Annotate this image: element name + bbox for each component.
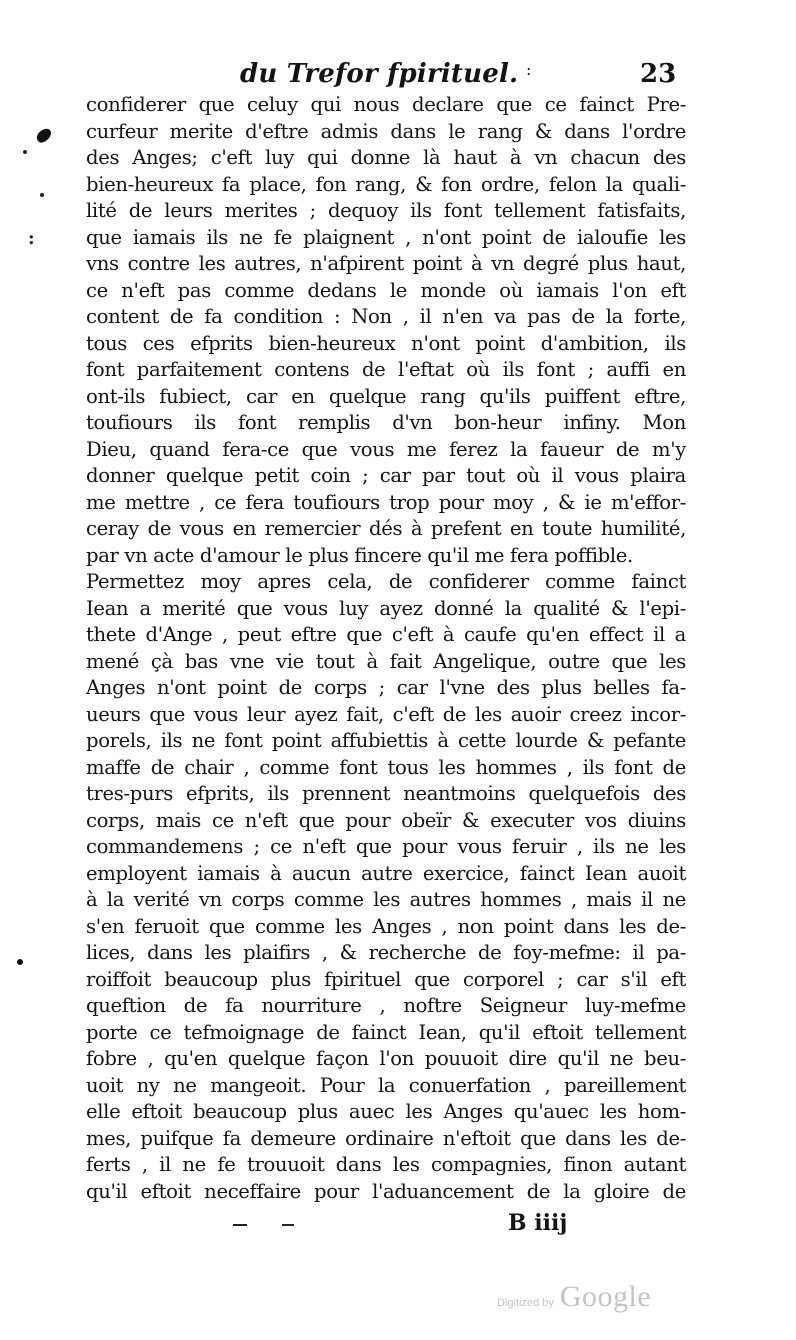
text-line: tous ces efprits bien-heureux n'ont point d'ambition, ils: [86, 331, 686, 355]
margin-colon-mark: :: [28, 228, 35, 249]
text-line: Permettez moy apres cela, de confiderer comme fainct: [86, 570, 686, 593]
text-line: à la verité vn corps comme les autres hommes , mais il ne: [86, 888, 686, 911]
stray-dash-mark: [282, 1224, 294, 1226]
digitized-by-text: Digitized by: [497, 1297, 554, 1309]
text-line: bien-heureux fa place, fon rang, & fon ordre, felon la quali-: [86, 172, 686, 196]
signature-mark: B iiij: [508, 1210, 568, 1236]
header-mark: :: [526, 60, 532, 79]
text-line: curfeur merite d'eftre admis dans le rang & dans l'ordre: [86, 119, 686, 143]
text-line: porels, ils ne font point affubiettis à cette lourde & pefante: [86, 729, 686, 752]
text-line: par vn acte d'amour le plus fincere qu'il me fera poffible.: [86, 543, 633, 567]
text-line: donner quelque petit coin ; car par tout où il vous plaira: [86, 464, 686, 487]
page-number: 23: [640, 59, 677, 89]
margin-dot-mark: [23, 150, 27, 154]
text-line: ferts , il ne fe trouuoit dans les compagnies, finon autant: [86, 1153, 686, 1176]
text-line: mené çà bas vne vie tout à fait Angelique, outre que les: [86, 649, 686, 673]
text-line: qu'il eftoit neceffaire pour l'aduancement de la gloire de: [86, 1179, 686, 1203]
text-line: ueurs que vous leur ayez fait, c'eft de les auoir creez incor-: [86, 702, 686, 726]
text-line: ont-ils fubiect, car en quelque rang qu'ils puiffent eftre,: [86, 384, 686, 408]
text-line: employent iamais à aucun autre exercice, fainct Iean auoit: [86, 861, 686, 885]
text-line: Anges n'ont point de corps ; car l'vne des plus belles fa-: [86, 676, 686, 699]
text-line: commandemens ; ce n'eft que pour vous feruir , ils ne les: [86, 835, 686, 858]
margin-bullet-mark: [17, 959, 23, 965]
text-line: roiffoit beaucoup plus fpirituel que corporel ; car s'il eft: [86, 967, 686, 991]
text-line: tres-purs efprits, ils prennent neantmoins quelquefois des: [86, 782, 686, 805]
text-line: uoit ny ne mangeoit. Pour la conuerfation , pareillement: [86, 1073, 686, 1097]
text-line: lité de leurs merites ; dequoy ils font tellement fatisfaits,: [86, 199, 686, 222]
text-line: lices, dans les plaifirs , & recherche de foy-mefme: il pa-: [86, 941, 686, 964]
stray-dash-mark: [233, 1224, 247, 1226]
google-logo: Google: [559, 1280, 652, 1313]
text-line: fobre , qu'en quelque façon l'on pouuoit dire qu'il ne beu-: [86, 1047, 686, 1070]
text-line: porte ce tefmoignage de fainct Iean, qu'il eftoit tellement: [86, 1020, 686, 1044]
text-line: Iean a merité que vous luy ayez donné la qualité & l'epi-: [86, 596, 686, 620]
text-line: corps, mais ce n'eft que pour obeïr & executer vos diuins: [86, 808, 686, 832]
text-line: thete d'Ange , peut eftre que c'eft à caufe qu'en effect il a: [86, 623, 686, 646]
text-line: confiderer que celuy qui nous declare que ce fainct Pre-: [86, 93, 686, 116]
text-line: me mettre , ce fera toufiours trop pour moy , & ie m'effor-: [86, 490, 686, 514]
text-line: queftion de fa nourriture , noftre Seigneur luy-mefme: [86, 994, 686, 1017]
text-line: maffe de chair , comme font tous les hommes , ils font de: [86, 755, 686, 779]
text-line: vns contre les autres, n'afpirent point à vn degré plus haut,: [86, 252, 686, 275]
ink-blot-mark: [34, 126, 53, 144]
text-line: font parfaitement contens de l'eftat où ils font ; auffi en: [86, 358, 686, 381]
text-line: content de fa condition : Non , il n'en va pas de la forte,: [86, 305, 686, 328]
text-line: ce n'eft pas comme dedans le monde où iamais l'on eft: [86, 278, 686, 302]
text-line: ceray de vous en remercier dés à prefent en toute humilité,: [86, 517, 686, 540]
digitized-watermark: [497, 1280, 651, 1314]
margin-dot-mark: [40, 193, 44, 197]
body-text: [86, 92, 686, 1205]
text-line: mes, puifque fa demeure ordinaire n'eftoit que dans les de-: [86, 1126, 686, 1150]
text-line: que iamais ils ne fe plaignent , n'ont point de ialoufie les: [86, 225, 686, 249]
text-line: elle eftoit beaucoup plus auec les Anges qu'auec les hom-: [86, 1100, 686, 1123]
page-header: [0, 58, 796, 94]
text-line: Dieu, quand fera-ce que vous me ferez la faueur de m'y: [86, 437, 686, 461]
text-line: des Anges; c'eft luy qui donne là haut à vn chacun des: [86, 146, 686, 169]
text-line: s'en feruoit que comme les Anges , non point dans les de-: [86, 914, 686, 938]
text-line: toufiours ils font remplis d'vn bon-heur infiny. Mon: [86, 411, 686, 434]
running-title: du Trefor fpirituel.: [240, 59, 519, 89]
